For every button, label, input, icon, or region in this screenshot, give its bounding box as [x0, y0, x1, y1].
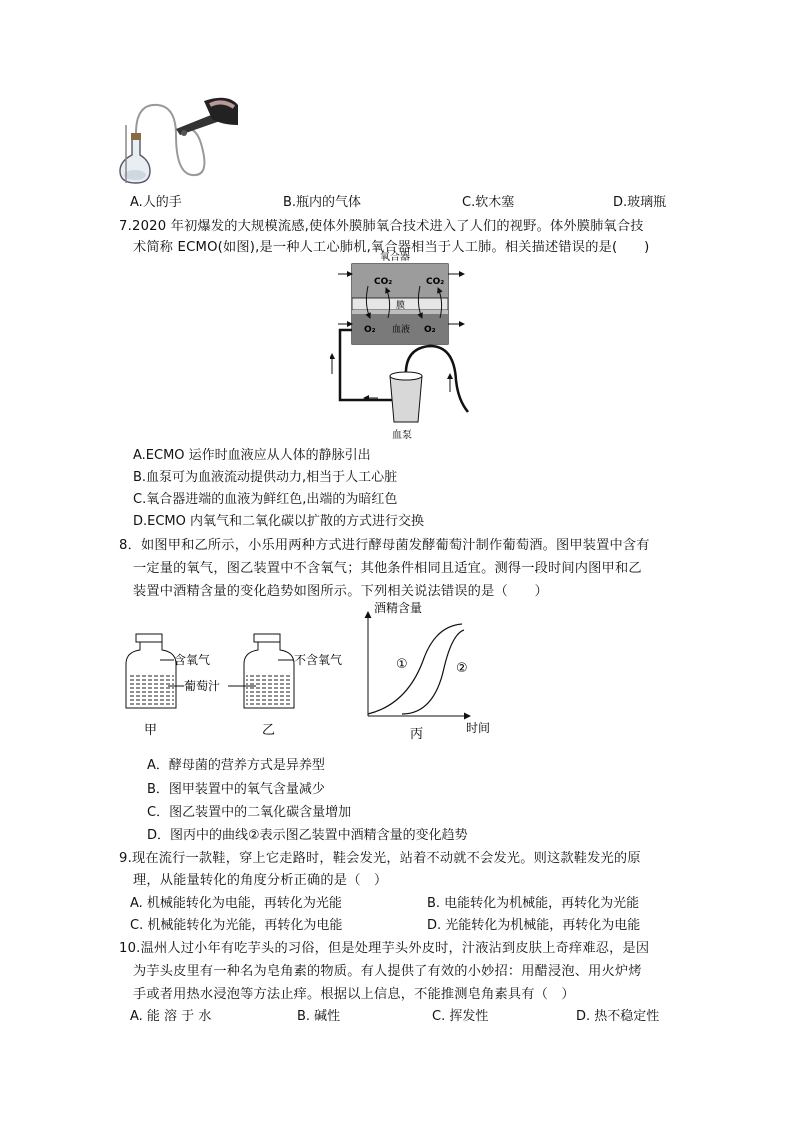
q8-stem-line2: 一定量的氧气，图乙装置中不含氧气；其他条件相同且适宜。测得一段时间内图甲和乙: [133, 561, 642, 576]
graph-xlabel: 时间: [466, 721, 491, 735]
q9-option-d: D. 光能转化为机械能，再转化为电能: [427, 918, 641, 933]
o2-label-left: O₂: [364, 325, 376, 335]
q10-stem-line3: 手或者用热水浸泡等方法止痒。根据以上信息，不能推测皂角素具有（ ）: [133, 987, 575, 1002]
label-yi: 乙: [262, 723, 276, 738]
q9-option-b: B. 电能转化为机械能，再转化为光能: [427, 896, 640, 911]
graph-ylabel: 酒精含量: [374, 601, 423, 615]
membrane-label: 膜: [396, 301, 406, 311]
with-oxygen-label: 含氧气: [174, 653, 211, 667]
grape-juice-label: 葡萄汁: [184, 679, 221, 693]
q10-stem-line1: 10.温州人过小年有吃芋头的习俗，但是处理芋头外皮时，汁液沾到皮肤上奇痒难忍，是因: [119, 941, 650, 956]
q10-stem-line2: 为芋头皮里有一种名为皂角素的物质。有人提供了有效的小妙招：用醋浸泡、用火炉烤: [133, 964, 642, 979]
curve-1-label: ①: [396, 657, 408, 672]
q10-option-d: D. 热不稳定性: [576, 1009, 660, 1024]
bottle-jia: [126, 634, 176, 708]
label-bing: 丙: [410, 727, 424, 742]
q7-option-a: A.ECMO 运作时血液应从人体的静脉引出: [133, 448, 371, 463]
oxygenator-label: 氧合器: [380, 252, 410, 263]
q6-apparatus-photo: [118, 95, 240, 187]
q10-option-b: B. 碱性: [297, 1009, 341, 1024]
curve-2: [402, 630, 464, 714]
q10-option-c: C. 挥发性: [432, 1009, 489, 1024]
o2-label-right: O₂: [424, 325, 436, 335]
q10-option-a: A. 能 溶 于 水: [130, 1009, 212, 1024]
co2-label-left: CO₂: [374, 277, 393, 287]
co2-label-right: CO₂: [426, 277, 445, 287]
q9-stem-line2: 理，从能量转化的角度分析正确的是（ ）: [133, 873, 388, 888]
q7-option-b: B.血泵可为血液流动提供动力,相当于人工心脏: [133, 470, 398, 485]
q9-option-c: C. 机械能转化为光能，再转化为电能: [130, 918, 343, 933]
q6-option-d: D.玻璃瓶: [613, 195, 667, 210]
ecmo-diagram: [330, 250, 480, 442]
q7-option-c: C.氧合器进端的血液为鲜红色,出端的为暗红色: [133, 492, 398, 507]
q6-option-c: C.软木塞: [462, 195, 515, 210]
pump-label: 血泵: [392, 430, 412, 441]
q9-stem-line1: 9.现在流行一款鞋，穿上它走路时，鞋会发光，站着不动就不会发光。则这款鞋发光的原: [119, 851, 641, 866]
without-oxygen-label: 不含氧气: [294, 653, 343, 667]
curve-1: [368, 624, 462, 714]
bottle-yi: [244, 634, 294, 708]
fermentation-figure: [118, 598, 508, 746]
q8-option-c: C．图乙装置中的二氧化碳含量增加: [147, 805, 352, 820]
q9-option-a: A. 机械能转化为电能，再转化为光能: [130, 896, 342, 911]
label-jia: 甲: [144, 723, 158, 738]
q7-stem-line2: 术简称 ECMO(如图),是一种人工心肺机,氧合器相当于人工肺。相关描述错误的是( ): [133, 240, 650, 255]
q8-stem-line1: 8．如图甲和乙所示，小乐用两种方式进行酵母菌发酵葡萄汁制作葡萄酒。图甲装置中含有: [119, 538, 650, 553]
q8-option-a: A．酵母菌的营养方式是异养型: [147, 758, 325, 773]
q8-option-d: D．图丙中的曲线②表示图乙装置中酒精含量的变化趋势: [147, 828, 468, 843]
q6-option-a: A.人的手: [130, 195, 182, 210]
q7-stem-line1: 7.2020 年初爆发的大规模流感,使体外膜肺氧合技术进入了人们的视野。体外膜肺氧合技: [119, 219, 644, 234]
q6-option-b: B.瓶内的气体: [283, 195, 362, 210]
q8-option-b: B．图甲装置中的氧气含量减少: [147, 782, 325, 797]
q8-stem-line3: 装置中酒精含量的变化趋势如图所示。下列相关说法错误的是（ ）: [133, 584, 549, 599]
curve-2-label: ②: [456, 661, 468, 676]
blood-label: 血液: [392, 325, 411, 335]
q7-option-d: D.ECMO 内氧气和二氧化碳以扩散的方式进行交换: [133, 514, 425, 529]
